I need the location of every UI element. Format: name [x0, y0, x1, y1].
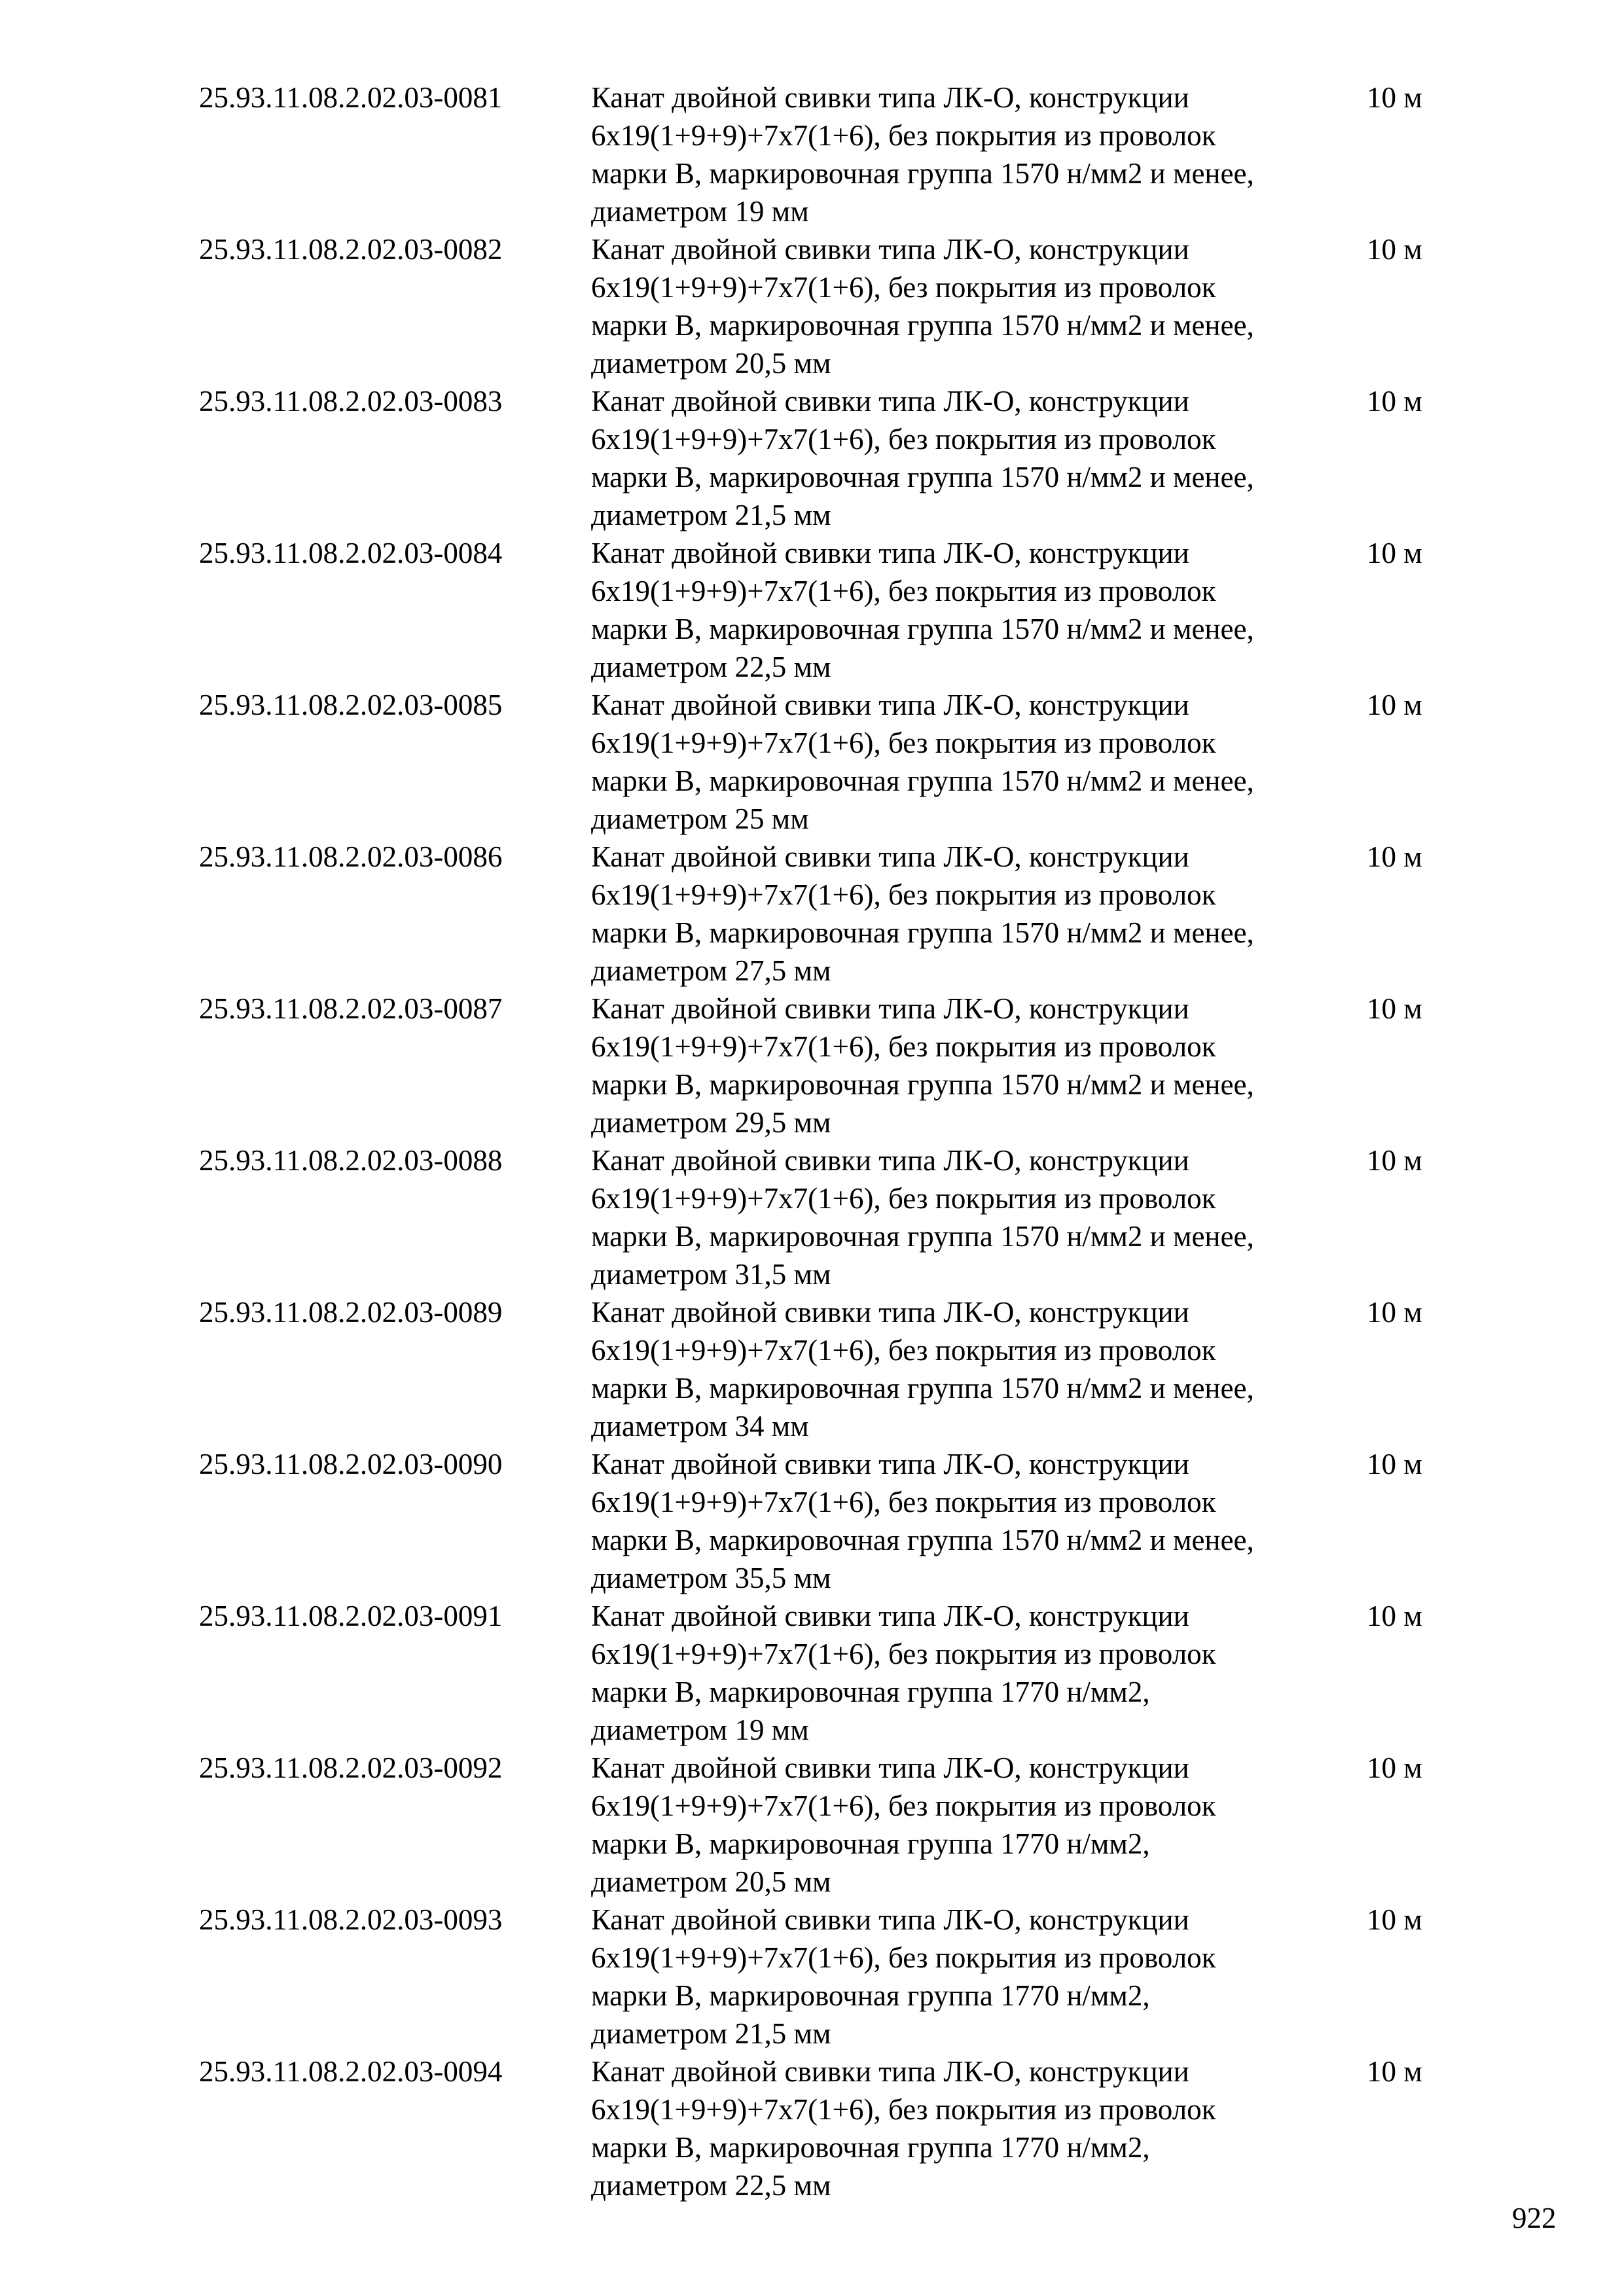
description-line: диаметром 20,5 мм — [591, 347, 831, 380]
resource-list — [199, 79, 1508, 2204]
description-line: марки В, маркировочная группа 1570 н/мм2 и менее, — [591, 309, 1254, 342]
resource-description — [591, 838, 1344, 990]
resource-entry — [199, 990, 1508, 1141]
description-line: Канат двойной свивки типа ЛК-О, конструкции — [591, 2055, 1189, 2088]
resource-entry — [199, 230, 1508, 382]
resource-code: 25.93.11.08.2.02.03-0094 — [199, 2055, 503, 2088]
description-line: 6х19(1+9+9)+7х7(1+6), без покрытия из проволок — [591, 1486, 1216, 1518]
description-line: Канат двойной свивки типа ЛК-О, конструкции — [591, 385, 1189, 418]
description-line: диаметром 34 мм — [591, 1410, 809, 1443]
description-line: марки В, маркировочная группа 1770 н/мм2, — [591, 1979, 1150, 2012]
resource-code: 25.93.11.08.2.02.03-0090 — [199, 1448, 503, 1480]
resource-unit: 10 м — [1367, 81, 1422, 114]
description-line: марки В, маркировочная группа 1570 н/мм2 и менее, — [591, 764, 1254, 797]
description-line: Канат двойной свивки типа ЛК-О, конструкции — [591, 1903, 1189, 1936]
resource-entry — [199, 534, 1508, 686]
page-number: 922 — [1512, 2202, 1557, 2234]
description-line: 6х19(1+9+9)+7х7(1+6), без покрытия из проволок — [591, 2093, 1216, 2126]
resource-description — [591, 1597, 1344, 1749]
description-line: диаметром 22,5 мм — [591, 651, 831, 683]
resource-unit: 10 м — [1367, 233, 1422, 266]
description-line: Канат двойной свивки типа ЛК-О, конструкции — [591, 1600, 1189, 1632]
resource-entry — [199, 686, 1508, 838]
resource-description — [591, 230, 1344, 382]
resource-unit: 10 м — [1367, 689, 1422, 721]
resource-description — [591, 2053, 1344, 2204]
resource-entry — [199, 838, 1508, 990]
description-line: диаметром 31,5 мм — [591, 1258, 831, 1291]
description-line: марки В, маркировочная группа 1770 н/мм2, — [591, 1827, 1150, 1860]
description-line: 6х19(1+9+9)+7х7(1+6), без покрытия из проволок — [591, 423, 1216, 456]
resource-description — [591, 1141, 1344, 1293]
resource-description — [591, 990, 1344, 1141]
resource-code: 25.93.11.08.2.02.03-0088 — [199, 1144, 503, 1177]
resource-code: 25.93.11.08.2.02.03-0081 — [199, 81, 503, 114]
description-line: 6х19(1+9+9)+7х7(1+6), без покрытия из проволок — [591, 119, 1216, 152]
description-line: диаметром 20,5 мм — [591, 1865, 831, 1898]
resource-description — [591, 79, 1344, 230]
resource-description — [591, 1749, 1344, 1901]
description-line: 6х19(1+9+9)+7х7(1+6), без покрытия из проволок — [591, 575, 1216, 607]
description-line: диаметром 19 мм — [591, 1713, 809, 1746]
resource-code: 25.93.11.08.2.02.03-0091 — [199, 1600, 503, 1632]
description-line: марки В, маркировочная группа 1770 н/мм2, — [591, 2131, 1150, 2164]
description-line: марки В, маркировочная группа 1570 н/мм2 и менее, — [591, 1068, 1254, 1101]
description-line: 6х19(1+9+9)+7х7(1+6), без покрытия из проволок — [591, 1182, 1216, 1215]
description-line: 6х19(1+9+9)+7х7(1+6), без покрытия из проволок — [591, 1334, 1216, 1367]
description-line: диаметром 27,5 мм — [591, 954, 831, 987]
resource-entry — [199, 2053, 1508, 2204]
resource-code: 25.93.11.08.2.02.03-0087 — [199, 992, 503, 1025]
description-line: Канат двойной свивки типа ЛК-О, конструкции — [591, 233, 1189, 266]
resource-unit: 10 м — [1367, 840, 1422, 873]
resource-unit: 10 м — [1367, 1296, 1422, 1329]
description-line: Канат двойной свивки типа ЛК-О, конструкции — [591, 1448, 1189, 1480]
description-line: марки В, маркировочная группа 1570 н/мм2 и менее, — [591, 916, 1254, 949]
description-line: Канат двойной свивки типа ЛК-О, конструкции — [591, 81, 1189, 114]
resource-unit: 10 м — [1367, 1751, 1422, 1784]
description-line: марки В, маркировочная группа 1570 н/мм2 и менее, — [591, 1220, 1254, 1253]
description-line: Канат двойной свивки типа ЛК-О, конструкции — [591, 992, 1189, 1025]
resource-unit: 10 м — [1367, 1600, 1422, 1632]
description-line: диаметром 25 мм — [591, 802, 809, 835]
resource-unit: 10 м — [1367, 385, 1422, 418]
resource-code: 25.93.11.08.2.02.03-0092 — [199, 1751, 503, 1784]
resource-description — [591, 1901, 1344, 2053]
resource-entry — [199, 1749, 1508, 1901]
resource-entry — [199, 1445, 1508, 1597]
description-line: Канат двойной свивки типа ЛК-О, конструкции — [591, 1144, 1189, 1177]
description-line: 6х19(1+9+9)+7х7(1+6), без покрытия из проволок — [591, 726, 1216, 759]
description-line: марки В, маркировочная группа 1570 н/мм2 и менее, — [591, 1524, 1254, 1556]
description-line: 6х19(1+9+9)+7х7(1+6), без покрытия из проволок — [591, 1789, 1216, 1822]
resource-unit: 10 м — [1367, 537, 1422, 569]
description-line: Канат двойной свивки типа ЛК-О, конструкции — [591, 840, 1189, 873]
resource-code: 25.93.11.08.2.02.03-0086 — [199, 840, 503, 873]
resource-code: 25.93.11.08.2.02.03-0093 — [199, 1903, 503, 1936]
resource-description — [591, 534, 1344, 686]
description-line: диаметром 35,5 мм — [591, 1562, 831, 1594]
description-line: марки В, маркировочная группа 1770 н/мм2, — [591, 1676, 1150, 1708]
description-line: диаметром 29,5 мм — [591, 1106, 831, 1139]
resource-code: 25.93.11.08.2.02.03-0084 — [199, 537, 503, 569]
resource-entry — [199, 382, 1508, 534]
resource-unit: 10 м — [1367, 1144, 1422, 1177]
resource-code: 25.93.11.08.2.02.03-0082 — [199, 233, 503, 266]
description-line: 6х19(1+9+9)+7х7(1+6), без покрытия из проволок — [591, 1030, 1216, 1063]
description-line: 6х19(1+9+9)+7х7(1+6), без покрытия из проволок — [591, 878, 1216, 911]
resource-unit: 10 м — [1367, 2055, 1422, 2088]
resource-description — [591, 1445, 1344, 1597]
resource-entry — [199, 1141, 1508, 1293]
description-line: Канат двойной свивки типа ЛК-О, конструкции — [591, 537, 1189, 569]
description-line: марки В, маркировочная группа 1570 н/мм2 и менее, — [591, 1372, 1254, 1405]
resource-code: 25.93.11.08.2.02.03-0085 — [199, 689, 503, 721]
description-line: 6х19(1+9+9)+7х7(1+6), без покрытия из проволок — [591, 1941, 1216, 1974]
resource-unit: 10 м — [1367, 992, 1422, 1025]
resource-entry — [199, 1901, 1508, 2053]
description-line: Канат двойной свивки типа ЛК-О, конструкции — [591, 1751, 1189, 1784]
description-line: диаметром 21,5 мм — [591, 499, 831, 531]
description-line: марки В, маркировочная группа 1570 н/мм2 и менее, — [591, 157, 1254, 190]
description-line: марки В, маркировочная группа 1570 н/мм2 и менее, — [591, 461, 1254, 493]
description-line: Канат двойной свивки типа ЛК-О, конструкции — [591, 1296, 1189, 1329]
description-line: марки В, маркировочная группа 1570 н/мм2 и менее, — [591, 613, 1254, 645]
description-line: диаметром 19 мм — [591, 195, 809, 228]
resource-code: 25.93.11.08.2.02.03-0083 — [199, 385, 503, 418]
resource-description — [591, 1293, 1344, 1445]
resource-entry — [199, 1293, 1508, 1445]
description-line: Канат двойной свивки типа ЛК-О, конструкции — [591, 689, 1189, 721]
resource-entry — [199, 1597, 1508, 1749]
description-line: 6х19(1+9+9)+7х7(1+6), без покрытия из проволок — [591, 271, 1216, 304]
resource-entry — [199, 79, 1508, 230]
description-line: диаметром 21,5 мм — [591, 2017, 831, 2050]
resource-description — [591, 686, 1344, 838]
resource-unit: 10 м — [1367, 1448, 1422, 1480]
resource-code: 25.93.11.08.2.02.03-0089 — [199, 1296, 503, 1329]
resource-unit: 10 м — [1367, 1903, 1422, 1936]
description-line: 6х19(1+9+9)+7х7(1+6), без покрытия из проволок — [591, 1638, 1216, 1670]
resource-description — [591, 382, 1344, 534]
description-line: диаметром 22,5 мм — [591, 2169, 831, 2202]
